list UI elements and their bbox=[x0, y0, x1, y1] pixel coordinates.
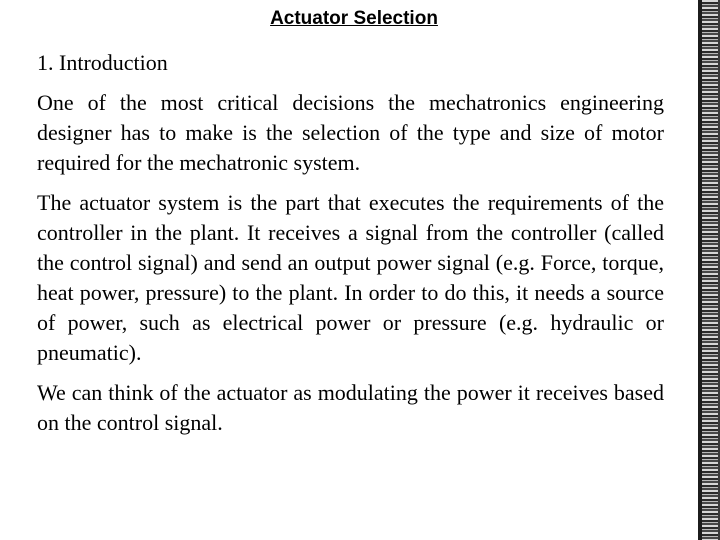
decorative-edge-border bbox=[698, 0, 720, 540]
slide-body bbox=[37, 48, 664, 448]
edge-stripe-pattern bbox=[700, 0, 718, 540]
slide-title: Actuator Selection bbox=[270, 8, 438, 29]
paragraph-3: We can think of the actuator as modulating the power it receives based on the control signal. bbox=[37, 380, 664, 435]
paragraph-2: The actuator system is the part that executes the requirements of the controller in the plant. It receives a signal from the controller (called the control signal) and send an output power signal (e.g. Force, torque, heat power, pressure) to the plant. In order to do this, it needs a source of power, such as electrical power or pressure (e.g. hydraulic or pneumatic). bbox=[37, 190, 664, 365]
section-heading: 1. Introduction bbox=[37, 50, 168, 75]
edge-shadow bbox=[698, 0, 702, 540]
paragraph-1: One of the most critical decisions the mechatronics engineering designer has to make is the selection of the type and size of motor required for the mechatronic system. bbox=[37, 90, 664, 175]
